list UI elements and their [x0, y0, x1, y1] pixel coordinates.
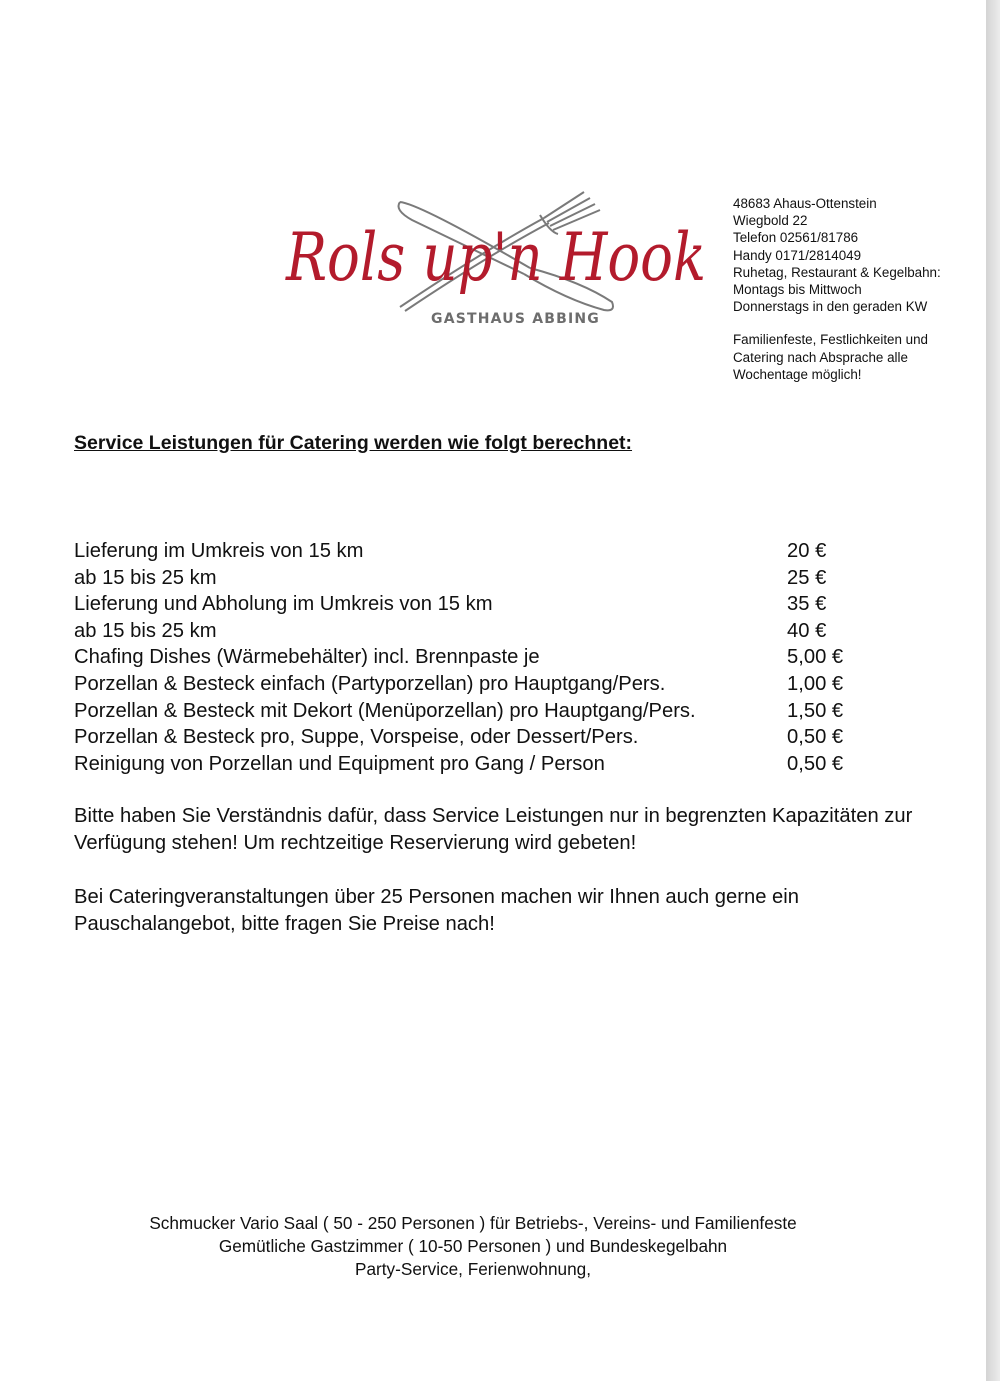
price-row [74, 591, 874, 618]
availability-note: Bitte haben Sie Verständnis dafür, dass Service Leistungen nur in begrenzten Kapazitäten zur Verfügung stehen! Um rechtzeitige Reservierung wird gebeten! [74, 805, 913, 854]
contact-line: Montags bis Mittwoch [733, 282, 862, 298]
price-value: 35 € [787, 593, 827, 616]
price-label: Lieferung und Abholung im Umkreis von 15 km [74, 593, 493, 616]
price-row [74, 698, 874, 725]
logo-graphic [282, 182, 712, 332]
contact-block [733, 195, 983, 383]
price-label: Lieferung im Umkreis von 15 km [74, 540, 364, 562]
logo-brand-text: Rols up'n Hook [285, 219, 706, 296]
contact-line: Wiegbold 22 [733, 213, 808, 229]
notes-section [74, 803, 934, 965]
price-label: Reinigung von Porzellan und Equipment pro Gang / Person [74, 752, 605, 775]
price-value: 0,50 € [787, 752, 844, 775]
footer-line: Party-Service, Ferienwohnung, [355, 1259, 591, 1279]
price-value: 0,50 € [787, 726, 844, 749]
price-list [74, 538, 874, 777]
price-value: 25 € [787, 566, 827, 589]
footer-line: Gemütliche Gastzimmer ( 10-50 Personen ) und Bundeskegelbahn [218, 1236, 728, 1256]
price-row [74, 751, 874, 778]
price-label: ab 15 bis 25 km [74, 619, 217, 642]
contact-note-line: Familienfeste, Festlichkeiten und [733, 332, 929, 348]
price-row [74, 671, 874, 698]
price-value: 5,00 € [787, 646, 844, 669]
price-label: Porzellan & Besteck pro, Suppe, Vorspeise, oder Dessert/Pers. [74, 726, 639, 749]
price-label: Chafing Dishes (Wärmebehälter) incl. Brennpaste je [74, 646, 540, 669]
price-label: ab 15 bis 25 km [74, 566, 217, 589]
logo-subtitle: GASTHAUS ABBING [431, 311, 600, 327]
price-value: 20 € [787, 540, 827, 562]
restaurant-logo [282, 182, 712, 332]
price-row [74, 644, 874, 671]
price-row [74, 724, 874, 751]
contact-line: Handy 0171/2814049 [733, 247, 862, 263]
price-label: Porzellan & Besteck einfach (Partyporzellan) pro Hauptgang/Pers. [74, 672, 666, 695]
price-row [74, 618, 874, 645]
price-value: 40 € [787, 619, 827, 642]
contact-line: 48683 Ahaus-Ottenstein [733, 196, 877, 211]
contact-line: Telefon 02561/81786 [733, 230, 859, 246]
price-label: Porzellan & Besteck mit Dekort (Menüporzellan) pro Hauptgang/Pers. [74, 699, 696, 722]
price-row [74, 538, 874, 565]
contact-line: Ruhetag, Restaurant & Kegelbahn: [733, 264, 941, 280]
footer-line: Schmucker Vario Saal ( 50 - 250 Personen ) für Betriebs-, Vereins- und Familienfeste [149, 1213, 797, 1233]
price-value: 1,00 € [787, 672, 844, 695]
flat-rate-note: Bei Cateringveranstaltungen über 25 Personen machen wir Ihnen auch gerne ein Pauschalangebot, bitte fragen Sie Preise nach! [74, 886, 799, 935]
price-row [74, 565, 874, 592]
footer [0, 1212, 946, 1281]
page-heading: Service Leistungen für Catering werden wie folgt berechnet: [74, 432, 633, 454]
contact-note-line: Catering nach Absprache alle [733, 349, 908, 365]
price-value: 1,50 € [787, 699, 844, 722]
contact-note-line: Wochentage möglich! [733, 366, 862, 382]
page-edge [986, 0, 1000, 1381]
contact-line: Donnerstags in den geraden KW [733, 299, 928, 315]
